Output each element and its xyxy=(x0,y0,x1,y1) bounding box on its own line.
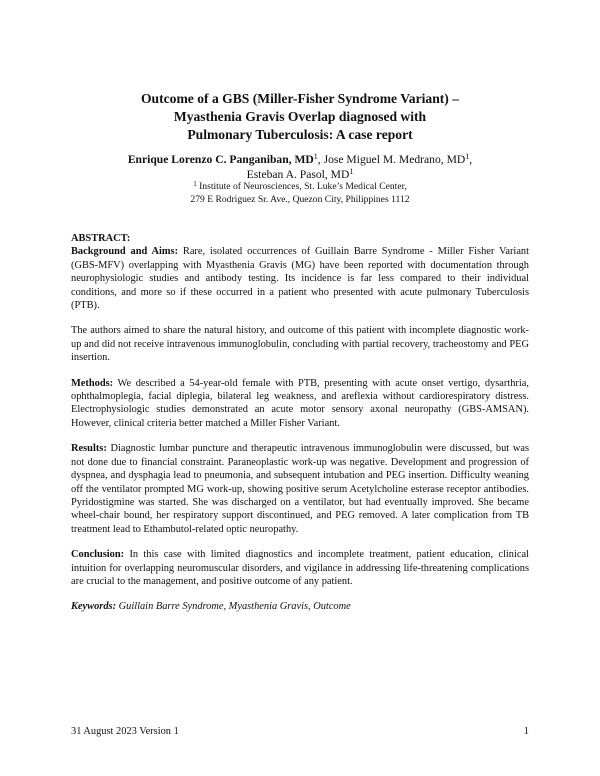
keywords-text: Guillain Barre Syndrome, Myasthenia Gravis, Outcome xyxy=(116,601,351,613)
author-separator: , xyxy=(317,153,324,166)
methods-label: Methods: xyxy=(71,377,114,389)
keywords xyxy=(71,600,529,613)
author-2-affil-mark: 1 xyxy=(465,152,470,161)
methods-text: We described a 54-year-old female with PTB, presenting with acute onset vertigo, dysarthria, ophthalmoplegia, facial diplegia, bilateral leg weakness, and areflexia without cardiorespiratory distress. Electrophysiologic studies demonstrated an acute motor sensory axonal neuropathy (GBS-AMSAN). However, clinical criteria better matched a Miller Fisher Variant. xyxy=(71,377,529,429)
author-3-affil-mark: 1 xyxy=(349,167,354,176)
author-2-name: Jose Miguel M. Medrano, MD xyxy=(323,153,466,166)
author-3-name: Esteban A. Pasol, MD xyxy=(246,168,350,181)
results-text: Diagnostic lumbar puncture and therapeutic intravenous immunoglobulin were discussed, but was not done due to financial constraint. Paraneoplastic work-up was negative. Development and progression of dyspnea, and dysphagia lead to pneumonia, and subsequent intubation and PEG insertion. Difficulty weaning off the ventilator prompted MG work-up, showing positive serum Acetylcholine esterase receptor antibodies. Pyridostigmine was started. She was discharged on a ventilator, but had eventually improved. She became wheel-chair bound, her respiratory support discontinued, and PEG removed. A later complication from TB treatment lead to Ethambutol-related optic neuropathy. xyxy=(71,443,529,535)
paper-title xyxy=(72,90,528,144)
background-label: Background and Aims: xyxy=(71,246,179,258)
abstract-conclusion xyxy=(71,548,529,588)
author-1-name: Enrique Lorenzo C. Panganiban, MD xyxy=(127,153,314,166)
conclusion-text: In this case with limited diagnostics and incomplete treatment, patient education, clinical intuition for overlapping neuromuscular disorders, and vigilance in addressing life-threatening complications are crucial to the management, and positive outcome of any patient. xyxy=(71,549,529,587)
background-text: Rare, isolated occurrences of Guillain Barre Syndrome - Miller Fisher Variant (GBS-MFV) overlapping with Myasthenia Gravis (MG) have been reported with documentation through neurophysiologic studies and antibody testing. Its incidence is far less compared to their individual conditions, and more so if these occurred in a patient who presented with acute pulmonary Tuberculosis (PTB). xyxy=(71,246,530,312)
results-label: Results: xyxy=(71,443,107,455)
title-line-1: Outcome of a GBS (Miller-Fisher Syndrome Variant) – xyxy=(140,91,460,106)
abstract xyxy=(71,232,529,626)
abstract-results xyxy=(71,442,529,536)
conclusion-label: Conclusion: xyxy=(71,549,125,561)
author-1-affil-mark: 1 xyxy=(313,152,318,161)
title-line-2: Myasthenia Gravis Overlap diagnosed with xyxy=(173,109,427,124)
affiliation-line-2: 279 E Rodriguez Sr. Ave., Quezon City, Philippines 1112 xyxy=(190,194,410,205)
page-number: 1 xyxy=(523,726,529,737)
abstract-aims: The authors aimed to share the natural history, and outcome of this patient with incomplete diagnostic work-up and did not receive intravenous immunoglobulin, concluding with partial recovery, tracheostomy and PEG insertion. xyxy=(71,325,529,364)
affiliation-mark: 1 xyxy=(193,180,197,188)
abstract-methods xyxy=(71,377,529,431)
keywords-label: Keywords: xyxy=(71,601,117,613)
abstract-background xyxy=(71,245,529,312)
author-separator: , xyxy=(469,153,473,166)
affiliation-line-1: Institute of Neurosciences, St. Luke’s Medical Center, xyxy=(196,181,407,192)
footer-date-version: 31 August 2023 Version 1 xyxy=(71,726,179,737)
abstract-heading: ABSTRACT: xyxy=(71,233,131,244)
affiliation xyxy=(72,180,528,206)
title-line-3: Pulmonary Tuberculosis: A case report xyxy=(187,127,413,142)
author-list xyxy=(72,152,528,182)
